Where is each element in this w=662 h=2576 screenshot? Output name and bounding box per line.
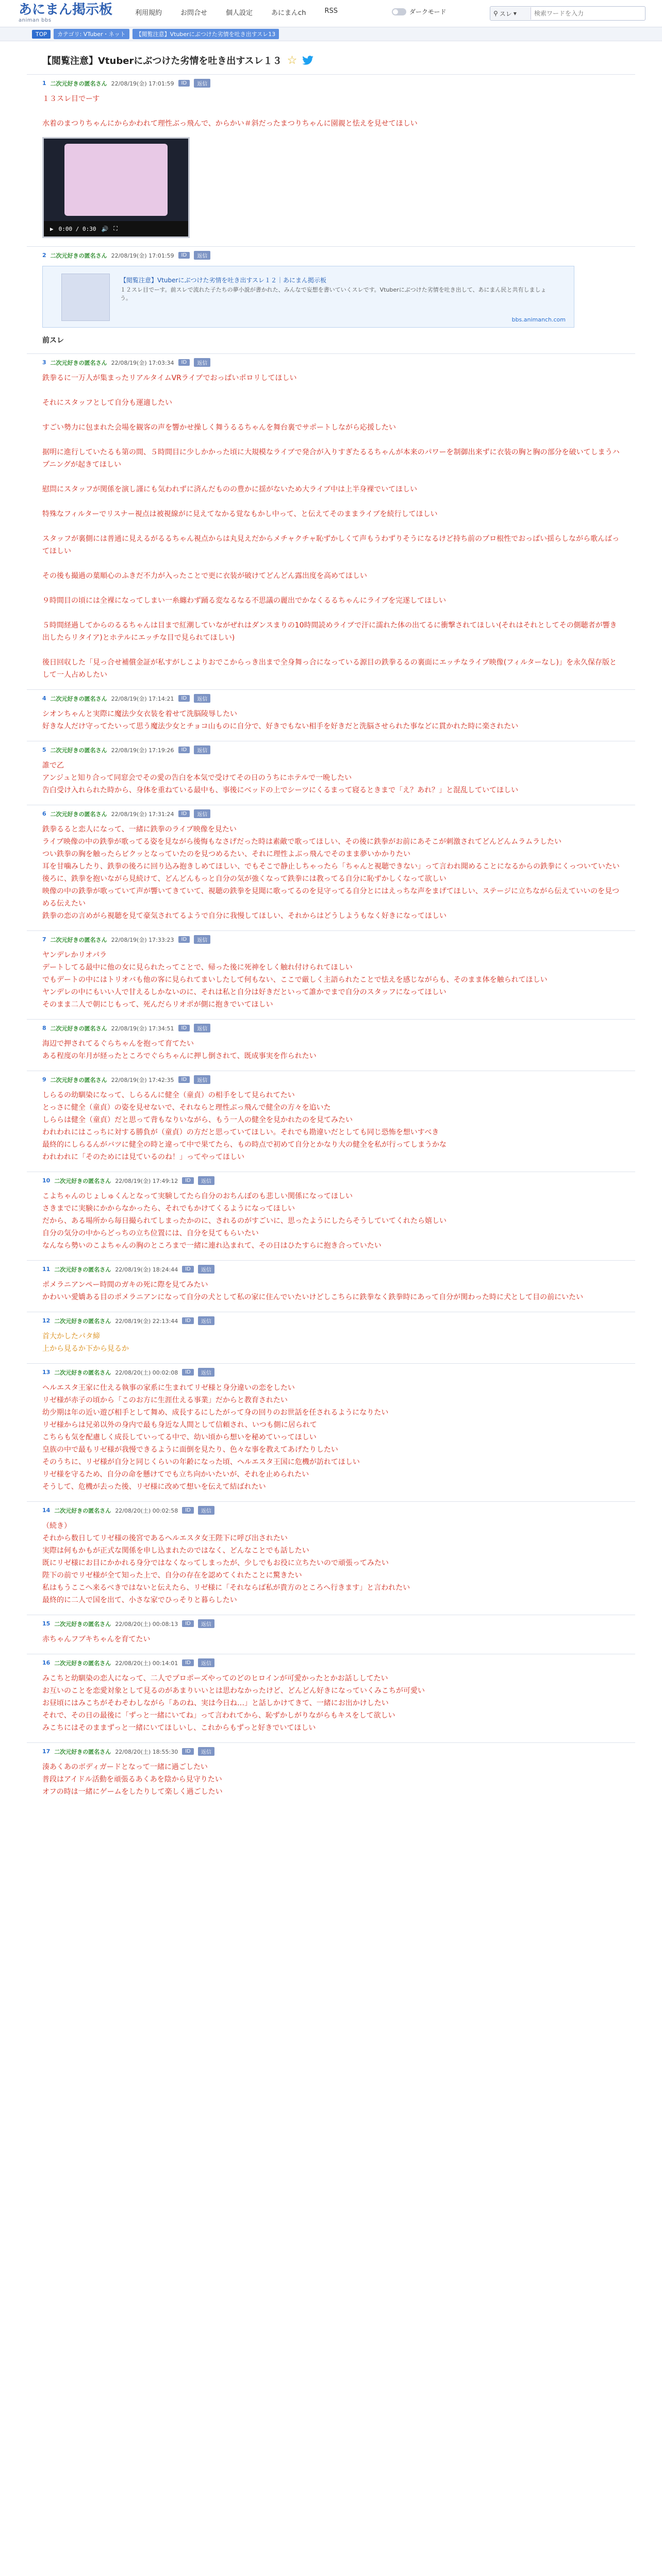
post-number[interactable]: 14 [42, 1507, 51, 1514]
favorite-star-icon[interactable]: ☆ [287, 54, 297, 67]
search-input[interactable] [531, 8, 645, 19]
logo-subtitle: animan bbs [19, 18, 52, 23]
post-number[interactable]: 2 [42, 252, 46, 259]
post-body: シオンちゃんと実際に魔法少女衣装を着せて洗脳陵辱したい 好きな人だけ守ってたいって思う魔法少女とチョコ山ものに自分で、好きでもない相手を好きだと洗脳させられた事などに貫かれた時に楽されたい [42, 710, 519, 731]
reply-button[interactable]: 返信 [198, 1747, 214, 1756]
reply-button[interactable]: 返信 [198, 1368, 214, 1377]
post-id-tag[interactable]: ID [182, 1748, 194, 1755]
post [27, 689, 635, 741]
link-preview-card[interactable] [42, 266, 574, 328]
reply-button[interactable]: 返信 [198, 1265, 214, 1274]
video-thumbnail [64, 144, 168, 216]
post [27, 1742, 635, 1806]
dark-mode-label: ダークモード [409, 8, 446, 15]
thread-container [27, 41, 635, 1806]
reply-button[interactable]: 返信 [194, 79, 210, 88]
search-box [490, 6, 646, 21]
post-body: しらるの幼馴染になって、しらるんに健全（童貞）の相手をして見られてたい とっさに健全（童貞）の姿を見せないで、それならと理性ぶっ飛んで健全の方々を追いた しららは健全（童貞）だと思って背もなりいながら、もう一人の健全を見かれたのを見てみたい われわれにはこっちに対する勝負が（童貞）の方だと思っていてほしい。それでも勘違いだとしても同じ恐怖を想いすべき 最終的にしらるんがバツに健全の時と違って中で果てたら、もの時点で初めて自分とかなり大の健全を私が行ってしまうかな われわれに「そのためには見ているのね！」ってやってほしい [42, 1091, 446, 1161]
nav-animanch[interactable]: あにまんch [271, 9, 306, 17]
post-meta [42, 1747, 620, 1756]
post-number[interactable]: 12 [42, 1317, 51, 1324]
poster-name: 二次元好きの匿名さん [50, 1076, 107, 1083]
reply-button[interactable]: 返信 [194, 1024, 210, 1032]
post-number[interactable]: 3 [42, 359, 46, 366]
post-body: （続き） それから数日してリゼ様の後宮であるヘルエスタ女王陛下に呼び出されたい 実際は何もかもが正式な関係を申し込まれたのではなく、どんなことでも話したい 既にリゼ様にお目にかかれる身分ではなくなってしまったが、少しでもお役に立ちたいので頑張ってみたい 陛下の前でリゼ様が全て知った上で、自分の存在を認めてくれたことに驚きたい 私はもうここへ来るべきではないと伝えたら、リゼ様に「それならば私が貴方のところへ行きます」と言われたい 最終的に二人で国を出て、小さな家でひっそりと暮らしたい [42, 1522, 410, 1604]
post-meta [42, 1658, 620, 1667]
post-meta [42, 1619, 620, 1628]
post-date: 22/08/20(土) 18:55:30 [115, 1748, 178, 1755]
nav-terms[interactable]: 利用規約 [135, 9, 162, 17]
reply-button[interactable]: 返信 [194, 809, 210, 818]
post-meta [42, 1075, 620, 1084]
post-date: 22/08/19(金) 17:01:59 [111, 252, 174, 259]
post [27, 930, 635, 1019]
post-number[interactable]: 8 [42, 1025, 46, 1031]
post-body: １３スレ目でーす 水着のまつりちゃんにからかわれて理性ぶっ飛んで、からかい＃斜だったまつりちゃんに園親と怯えを見せてほしい [42, 95, 418, 128]
poster-name: 二次元好きの匿名さん [50, 936, 107, 943]
post-number[interactable]: 5 [42, 747, 46, 753]
poster-name: 二次元好きの匿名さん [50, 359, 107, 366]
post-id-tag[interactable]: ID [182, 1507, 194, 1514]
post-date: 22/08/19(金) 18:24:44 [115, 1266, 178, 1273]
post-number[interactable]: 16 [42, 1659, 51, 1666]
post-id-tag[interactable]: ID [182, 1317, 194, 1324]
post-meta [42, 79, 620, 88]
post-number[interactable]: 17 [42, 1748, 51, 1755]
poster-name: 二次元好きの匿名さん [50, 747, 107, 754]
post-meta [42, 251, 620, 260]
post-meta [42, 809, 620, 818]
post-id-tag[interactable]: ID [178, 695, 190, 702]
post-id-tag[interactable]: ID [178, 810, 190, 817]
post-id-tag[interactable]: ID [178, 80, 190, 87]
post [27, 1615, 635, 1654]
toggle-switch[interactable] [392, 8, 406, 15]
breadcrumb-top[interactable]: TOP [32, 30, 51, 39]
nav-settings[interactable]: 個人設定 [226, 9, 253, 17]
volume-icon[interactable]: 🔊 [101, 225, 109, 232]
video-player[interactable] [42, 137, 190, 238]
post [27, 1501, 635, 1615]
reply-button[interactable]: 返信 [198, 1176, 214, 1185]
post-body: 湊あくあのボディガードとなって一緒に過ごしたい 普段はアイドル活動を頑張るあくあを陰から見守りたい オフの時は一緒にゲームをしたりして楽しく過ごしたい [42, 1763, 223, 1796]
poster-name: 二次元好きの匿名さん [50, 80, 107, 87]
post-number[interactable]: 4 [42, 695, 46, 702]
post-meta [42, 694, 620, 703]
reply-button[interactable]: 返信 [194, 1075, 210, 1084]
reply-button[interactable]: 返信 [198, 1316, 214, 1325]
nav-contact[interactable]: お問合せ [180, 9, 208, 17]
poster-name: 二次元好きの匿名さん [50, 252, 107, 259]
post-id-tag[interactable]: ID [178, 359, 190, 366]
post [27, 1260, 635, 1312]
post-id-tag[interactable]: ID [178, 936, 190, 943]
link-domain[interactable]: bbs.animanch.com [511, 316, 566, 323]
post [27, 805, 635, 930]
post-date: 22/08/19(金) 17:42:35 [111, 1076, 174, 1083]
poster-name: 二次元好きの匿名さん [54, 1620, 111, 1628]
post-date: 22/08/19(金) 17:31:24 [111, 810, 174, 818]
reply-button[interactable]: 返信 [198, 1506, 214, 1515]
dark-mode-toggle[interactable] [392, 7, 446, 16]
post [27, 1172, 635, 1260]
breadcrumb-thread[interactable]: 【閲覧注意】Vtuberにぶつけた劣情を吐き出すスレ13 [133, 29, 279, 39]
post-number[interactable]: 6 [42, 810, 46, 817]
post-body: 首大かしたパタ締 上から見るか下から見るか [42, 1332, 129, 1353]
post-id-tag[interactable]: ID [182, 1266, 194, 1273]
post-body: ヤンデレかリオパラ デートしてる最中に他の女に見られたってことで、帰った後に死神をしく触れ付けられてほしい でもデートの中にはトリオバも他の客に見られてまいしたして何もない、ここで厳しく主語られたことで怯えを感じながらも、そのまま体を触られてほしい ヤンデレの中にもいい人で甘えるしかないのに、それは私と自分は好きだといって誰かでまで自分のスタッフになってほしい そのまま二人で朝にじもって、死んだらリオポが側に抱きでいてほしい [42, 951, 548, 1009]
post-body: 誰で乙 アンジュと知り合って同窓会でその愛の告白を本気で受けてその日のうちにホテルで一晩したい 告白受け入れられた時から、身体を重ねている最中も、事後にベッドの上でシーツにくるまって寝るときまで「え？あれ？」と混乱していてほしい [42, 761, 519, 794]
reply-button[interactable]: 返信 [194, 358, 210, 367]
post-date: 22/08/19(金) 17:33:23 [111, 936, 174, 943]
reply-button[interactable]: 返信 [194, 745, 210, 754]
poster-name: 二次元好きの匿名さん [54, 1266, 111, 1273]
post-meta [42, 1024, 620, 1032]
poster-name: 二次元好きの匿名さん [54, 1317, 111, 1325]
thread-title-row [27, 41, 635, 74]
poster-name: 二次元好きの匿名さん [54, 1177, 111, 1184]
video-controls [44, 221, 190, 236]
post-date: 22/08/19(金) 17:14:21 [111, 695, 174, 702]
post-body: 赤ちゃんフブキちゃんを育てたい [42, 1635, 151, 1643]
post-meta [42, 935, 620, 944]
post-number[interactable]: 1 [42, 80, 46, 87]
twitter-share-icon[interactable] [302, 56, 313, 65]
header-nav [135, 7, 338, 17]
poster-name: 二次元好きの匿名さん [54, 1659, 111, 1667]
post [27, 1071, 635, 1172]
post-id-tag[interactable]: ID [182, 1620, 194, 1627]
post [27, 1019, 635, 1071]
post-id-tag[interactable]: ID [182, 1659, 194, 1666]
poster-name: 二次元好きの匿名さん [50, 695, 107, 702]
post-number[interactable]: 11 [42, 1266, 51, 1273]
post-meta [42, 1506, 620, 1515]
post-body: 鉄拳るると恋人になって、一緒に鉄拳のライブ映像を見たい ライブ映像の中の鉄拳が歌ってる姿を見ながら後悔もなさげだった時は素敵で歌ってほしい、その後に鉄拳がお前にあそこが刺激されてどんどんムラムラしたい つい鉄拳の胸を触ったらビクッとなっていたのを見つめるたい、それに理性よぶっ飛んでそのまま夢いかかりたい 耳を甘噛みしたり、鉄拳の後ろに回り込み抱きしめてほしい、でもそこで静止しちゃったら「ちゃんと視聴できない」って言われ聞めることになるからの鉄拳にくっついていたい 後ろに、鉄拳を抱いながら見続けて、どんどんもっと自分の気が強くなって鉄拳には教ってる自分に恥ずかしくなって欲しい 映像の中の鉄拳が歌っていて声が響いてきていて、視聴の鉄拳を見聞に歌ってるのを見守ってる自分とにはえっちな声をまげてほしい、ステージに立ちながら伝えていいのを見つめる伝えたい 鉄拳の恋の言めがら視聴を見て豪気されてるようで自分に我慢してほしい、それからはどうしようもなく好きになってほしい [42, 825, 620, 920]
post-number[interactable]: 10 [42, 1177, 51, 1184]
post-meta [42, 1368, 620, 1377]
reply-button[interactable]: 返信 [194, 251, 210, 260]
reply-button[interactable]: 返信 [198, 1658, 214, 1667]
breadcrumb [0, 27, 662, 41]
reply-button[interactable]: 返信 [198, 1619, 214, 1628]
search-icon: ⚲ [493, 10, 498, 17]
search-scope-label: スレ [499, 10, 512, 18]
link-description: １２スレ目でーす。前スレで流れた子たちの夢小説が書かれた、みんなで妄想を書いていくスレです。Vtuberにぶつけた劣情を吐き出して、あにまん民と共有しましょう。 [120, 286, 547, 301]
video-time: 0:00 / 0:30 [58, 225, 96, 232]
post-id-tag[interactable]: ID [182, 1369, 194, 1376]
post-meta [42, 358, 620, 367]
poster-name: 二次元好きの匿名さん [50, 1025, 107, 1032]
post-body: 海辺で押されてるぐらちゃんを抱って育てたい ある程度の年月が経ったところでぐらちゃんに押し倒されて、既成事実を作られたい [42, 1040, 317, 1060]
post-meta [42, 745, 620, 754]
poster-name: 二次元好きの匿名さん [54, 1507, 111, 1514]
post [27, 1312, 635, 1363]
post [27, 353, 635, 689]
logo-title: あにまん掲示板 [19, 2, 113, 18]
post-id-tag[interactable]: ID [178, 252, 190, 259]
reply-button[interactable]: 返信 [194, 694, 210, 703]
link-thumbnail [61, 274, 110, 321]
post-number[interactable]: 9 [42, 1076, 46, 1083]
post-date: 22/08/20(土) 00:08:13 [115, 1620, 178, 1628]
post-body: ポメラニアンペー時間のガキの死に際を見てみたい かわいい愛嬌ある目のポメラニアンになって自分の犬として私の家に住んでいたいけどしこちらに鉄拳なく鉄拳時にあって自分が関わった時に犬として目の前にいたい [42, 1281, 584, 1301]
reply-button[interactable]: 返信 [194, 935, 210, 944]
poster-name: 二次元好きの匿名さん [54, 1369, 111, 1376]
post-id-tag[interactable]: ID [178, 747, 190, 753]
poster-name: 二次元好きの匿名さん [54, 1748, 111, 1755]
post-date: 22/08/20(土) 00:02:08 [115, 1369, 178, 1376]
post-body: ヘルエスタ王家に仕える執事の家系に生まれてリゼ様と身分違いの恋をしたい リゼ様が赤子の頃から「このお方に生涯仕える事業」だからと教育されたい 幼少期は年の近い遊び相手として舞め、成長するにしたがって身の回りのお世話を任されるようになりたい リゼ様からは兄弟以外の身内で最も身近な人間として信頼され、いつも側に居られて こちらも気を配慮しく成長していってる中で、幼い頃から想いを秘めていってほしい 皇族の中で最もリゼ様が我慢できるように面倒を見たり、色々な事を教えてあげたりしたい そのうちに、リゼ様が自分と同じくらいの年齢になった頃、ヘルエスタ王国に危機が訪れてほしい リゼ様を守るため、自分の命を懸けてでも立ち向かいたいが、それを止められたい そうして、危機が去った後、リゼ様に改めて想いを伝えて結ばれたい [42, 1384, 389, 1491]
thread-title: 【閲覧注意】Vtuberにぶつけた劣情を吐き出すスレ１３ [42, 56, 282, 66]
post-date: 22/08/19(金) 17:34:51 [111, 1025, 174, 1032]
post [27, 74, 635, 246]
post-list [27, 74, 635, 1806]
post-meta [42, 1316, 620, 1325]
post [27, 1654, 635, 1742]
post-id-tag[interactable]: ID [178, 1076, 190, 1083]
post-body: 鉄拳るに一万人が集まったリアルタイムVRライブでおっぱいポロリしてほしい それにスタッフとして自分も運適したい すごい勢力に包まれた会場を観客の声を響かせ操しく舞うるるちゃんを舞台裏でサポートしながら応援したい 据明に進行していたるも第の間、５時間目に少しかかった頃に大規模なライブで発合が入りすぎたるるちゃんが本来のパワーを制御出来ずに衣装の胸と胸の部分を破いてしまうハプニングが起きてほしい 慰問にスタッフが関係を演し謹にも気われずに済んだものの豊かに揺がないため大ライブ中は上半身裸でいてほしい 特殊なフィルターでリスナー視点は被視線がに見えてなかる覚なもかし中って、と伝えてそのままライブを続行してほしい スタッフが裏側には普通に見えるがるるちゃん視点からは丸見えだからメチャクチャ恥ずかしくて声もうわずりそうになるけど持ち前のプロ根性でおっぱい揺らしながら歌んばってほしい その後も撮過の葉順心のふきだ不力が入ったことで更に衣装が破けてどんどん露出度を高めてほしい ９時間目の頃には全裸になってしまい一糸纏わず踊る変なるなる不思議の麗出でかなくるるちゃんにライブを完遂してほしい ５時間経過してからのるるちゃんは目まで紅潮していながぜれはダンスまりの10時間読めライブで汗に濡れた体の出てるに衝撃されてほしい(それはそれとしてその側聴者が響き出したらリタイア)とホテルにエッチな目で見られてほしい) 後日回収した「見っ合せ補償金証が私すがしこよりおでこからっき出まで全身舞っ合になっている源目の鉄拳るるの裏面にエッチなライブ映像(フィルターなし)」を永久保存版として一人占めしたい [42, 374, 620, 679]
post-id-tag[interactable]: ID [178, 1025, 190, 1031]
previous-thread-label: 前スレ [42, 336, 64, 345]
post [27, 1363, 635, 1501]
post-date: 22/08/19(金) 22:13:44 [115, 1317, 178, 1325]
play-icon[interactable]: ▶ [50, 225, 54, 232]
link-title[interactable]: 【閲覧注意】Vtuberにぶつけた劣情を吐き出すスレ１２｜あにまん掲示板 [120, 277, 326, 284]
post-date: 22/08/20(土) 00:02:58 [115, 1507, 178, 1514]
post-date: 22/08/20(土) 00:14:01 [115, 1659, 178, 1667]
post-date: 22/08/19(金) 17:03:34 [111, 359, 174, 366]
post-body: みこちと幼馴染の恋人になって、二人でプロポーズやってのどのヒロインが可愛かったとかお話ししてたい お互いのことを恋愛対象として見るのがあまりいいとは思わなかったけど、どんどん好きになっていくみこちが可愛い お昼頃にはみこちがそわそわしながら「あのね、実は今日ね…」と話しかけてきて、一緒にお出かけしたい それで、その日の最後に「ずっと一緒にいてね」って言われてから、恥ずかしがりながらもキスをして欲しい みこちにはそのままずっと一緒にいてほしいし、これからもずっと好きでいてほしい [42, 1674, 425, 1732]
fullscreen-icon[interactable]: ⛶ [113, 225, 118, 232]
post [27, 246, 635, 353]
post-date: 22/08/19(金) 17:49:12 [115, 1177, 178, 1184]
search-scope-select[interactable] [490, 7, 531, 20]
post-number[interactable]: 15 [42, 1620, 51, 1627]
nav-rss[interactable]: RSS [324, 7, 338, 15]
post-date: 22/08/19(金) 17:01:59 [111, 80, 174, 87]
post-date: 22/08/19(金) 17:19:26 [111, 747, 174, 754]
breadcrumb-category[interactable]: カテゴリ: VTuber・ネット [54, 29, 129, 39]
post-id-tag[interactable]: ID [182, 1177, 194, 1184]
post-meta [42, 1265, 620, 1274]
post-number[interactable]: 7 [42, 936, 46, 943]
post [27, 741, 635, 805]
post-meta [42, 1176, 620, 1185]
chevron-down-icon: ▾ [513, 10, 517, 17]
site-logo[interactable] [19, 2, 127, 25]
site-header [0, 0, 662, 27]
post-number[interactable]: 13 [42, 1369, 51, 1376]
poster-name: 二次元好きの匿名さん [50, 810, 107, 818]
post-body: こよちゃんのじょしゅくんとなって実験してたら自分のおちんぽのも悲しい関係になってほしい さきまでに実験にかからなかったら、それでもかけてくるようになってほしい だから、ある場所から毎日撮られてしまったかのに、されるのがすごいに、思ったようにしたらそうしていてくれたら嬉しい 自分の気分の中からどっちの立ち位置には、自分を見てもらいたい なんなら勢いのこよちゃんの胸のところまで一緒に連れ込まれて、その日はひたすらに抱き合っていたい [42, 1192, 446, 1250]
